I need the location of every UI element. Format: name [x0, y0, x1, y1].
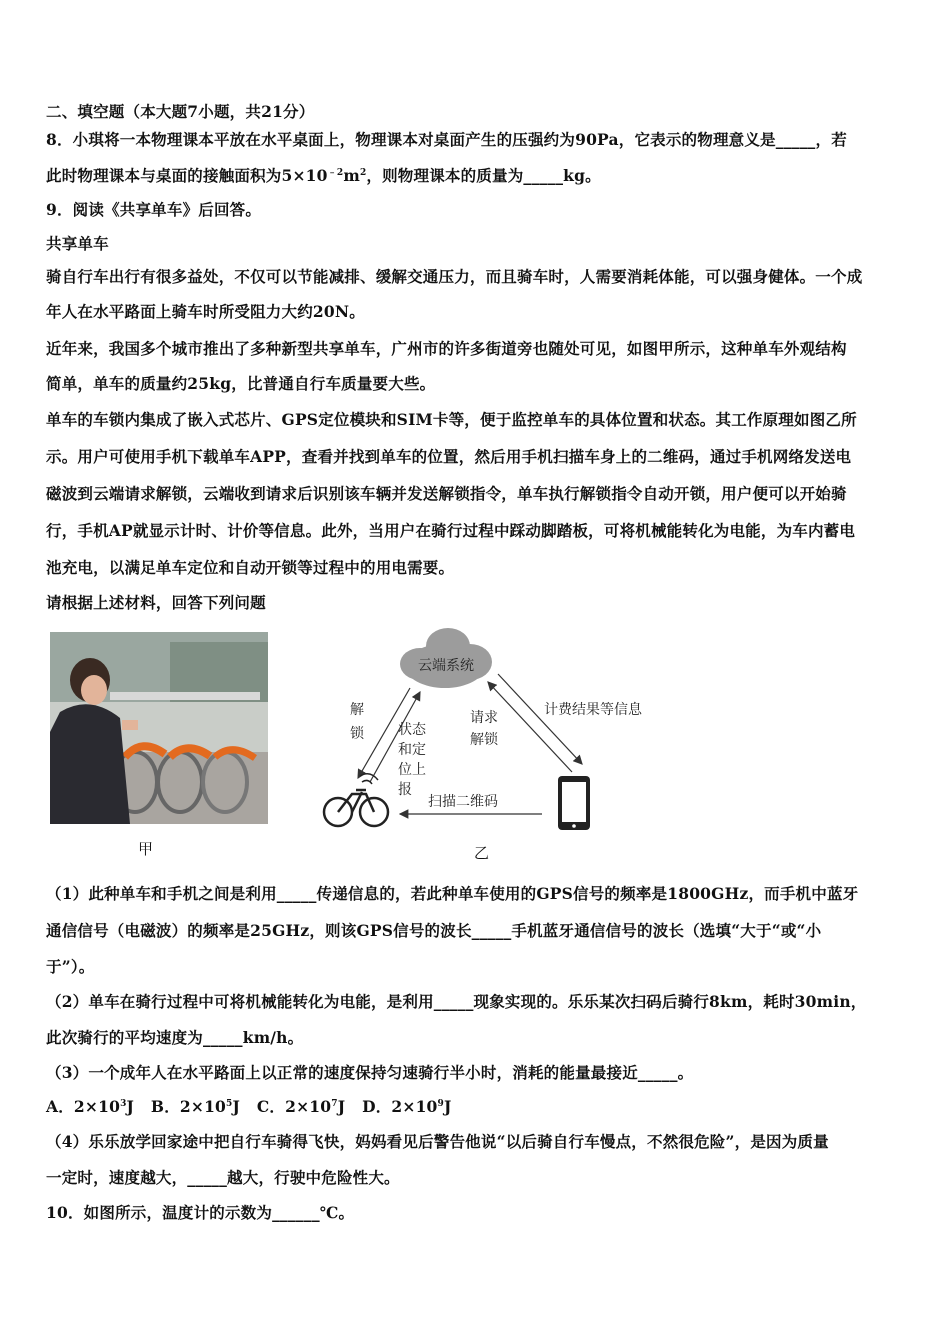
status-label-1: 状态: [398, 722, 426, 738]
q9-p1-line-1: 骑自行车出行有很多益处，不仅可以节能减排、缓解交通压力，而且骑车时，人需要消耗体能，可以强身健体。一个成: [46, 267, 863, 286]
q9-p3-line-1: 单车的车锁内集成了嵌入式芯片、GPS定位模块和SIM卡等，便于监控单车的具体位置和状态。其工作原理如图乙所: [46, 410, 857, 429]
shared-bike-photo: [50, 632, 268, 824]
scan-label: 扫描二维码: [428, 794, 498, 810]
billing-label: 计费结果等信息: [544, 702, 642, 718]
principle-diagram: [310, 622, 670, 842]
unlock-label-1: 解: [350, 702, 364, 718]
option-d: D．$2\times 10^9J$: [362, 1097, 452, 1116]
section-title: 二、填空题（本大题7小题，共21分）: [46, 102, 315, 121]
q8-line-2: 此时物理课本与桌面的接触面积为$5\times 10^{﹣2}m^2$，则物理课本的质量为_____kg。: [46, 166, 601, 185]
q9-p2-line-1: 近年来，我国多个城市推出了多种新型共享单车，广州市的许多街道旁也随处可见，如图甲所示，这种单车外观结构: [46, 339, 847, 358]
unlock-label-2: 锁: [350, 726, 364, 742]
bike-icon: [324, 774, 388, 826]
q9-sub4-line-2: 一定时，速度越大，_____越大，行驶中危险性大。: [46, 1168, 400, 1187]
q9-prompt: 请根据上述材料，回答下列问题: [46, 593, 266, 612]
q9-p1-line-2: 年人在水平路面上骑车时所受阻力大约20N。: [46, 302, 365, 321]
q9-article-title: 共享单车: [46, 234, 109, 253]
status-label-3: 位上: [398, 762, 426, 778]
request-label-1: 请求: [470, 710, 498, 726]
option-b: B．$2\times 10^5J$: [150, 1097, 241, 1116]
q9-intro: 9．阅读《共享单车》后回答。: [46, 200, 262, 219]
q9-sub4-line-1: （4）乐乐放学回家途中把自行车骑得飞快，妈妈看见后警告他说“以后骑自行车慢点，不然很危险”，是因为质量: [46, 1132, 829, 1151]
q9-sub1-line-2: 通信信号（电磁波）的频率是25GHz，则该GPS信号的波长_____手机蓝牙通信信号的波长（选填“大于“或“小: [46, 921, 822, 940]
figure-yi-diagram: [310, 622, 670, 842]
q10-line-1: 10．如图所示，温度计的示数为______℃。: [46, 1203, 355, 1222]
q9-sub1-line-3: 于”）。: [46, 957, 95, 976]
request-label-2: 解锁: [470, 732, 498, 748]
figure-jia-photo: [50, 632, 268, 824]
cloud-label: 云端系统: [418, 658, 474, 674]
q9-sub2-line-2: 此次骑行的平均速度为_____km/h。: [46, 1028, 304, 1047]
option-c: C．$2\times 10^7J$: [256, 1097, 346, 1116]
q9-p3-line-2: 示。用户可使用手机下载单车APP，查看并找到单车的位置，然后用手机扫描车身上的二维码，通过手机网络发送电: [46, 447, 852, 466]
q9-sub3-line-1: （3）一个成年人在水平路面上以正常的速度保持匀速骑行半小时，消耗的能量最接近_____。: [46, 1063, 694, 1082]
status-label-2: 和定: [398, 742, 426, 758]
phone-icon: [558, 776, 590, 830]
q9-sub3-options: [46, 1097, 916, 1117]
q9-sub2-line-1: （2）单车在骑行过程中可将机械能转化为电能，是利用_____现象实现的。乐乐某次扫码后骑行8km，耗时30min，: [46, 992, 867, 1011]
q9-p2-line-2: 简单，单车的质量约25kg，比普通自行车质量要大些。: [46, 374, 436, 393]
q9-p3-line-5: 池充电，以满足单车定位和自动开锁等过程中的用电需要。: [46, 558, 455, 577]
figure-yi-label: 乙: [474, 844, 490, 862]
figure-jia-label: 甲: [138, 840, 154, 858]
q9-p3-line-3: 磁波到云端请求解锁，云端收到请求后识别该车辆并发送解锁指令，单车执行解锁指令自动开锁，用户便可以开始骑: [46, 484, 847, 503]
q8-line-1: 8．小琪将一本物理课本平放在水平桌面上，物理课本对桌面产生的压强约为90Pa，它表示的物理意义是_____，若: [46, 130, 847, 149]
q9-p3-line-4: 行，手机AP就显示计时、计价等信息。此外，当用户在骑行过程中踩动脚踏板，可将机械能转化为电能，为车内蓄电: [46, 521, 856, 540]
q9-sub1-line-1: （1）此种单车和手机之间是利用_____传递信息的，若此种单车使用的GPS信号的频率是1800GHz，而手机中蓝牙: [46, 884, 859, 903]
status-label-4: 报: [398, 782, 412, 798]
option-a: A．$2\times 10^3J$: [46, 1097, 135, 1116]
